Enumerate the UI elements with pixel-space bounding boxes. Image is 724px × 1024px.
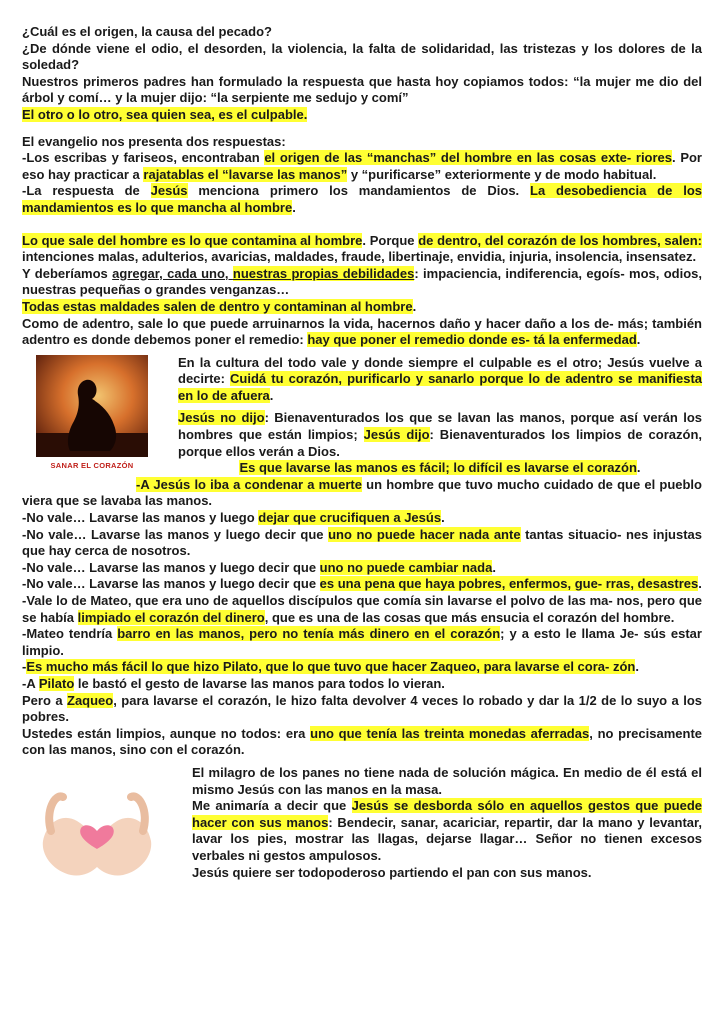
highlight: el origen de las “manchas” del hombre en las cosas exte- riores xyxy=(264,150,673,166)
figure-paragraph-2: Jesús no dijo: Bienaventurados los que se lavan las manos, porque así verán los hombres que están limpios; Jesús dijo: Bienaventurados los limpios de corazón, porque ellos verán a Dios. xyxy=(178,410,703,459)
hands-heart-figure xyxy=(22,765,172,881)
highlight: Es que lavarse las manos es fácil; lo difícil es lavarse el corazón xyxy=(239,460,637,476)
intro-question: ¿Cuál es el origen, la causa del pecado? xyxy=(22,24,272,39)
list-item-no-vale-4: -No vale… Lavarse las manos y luego decir que es una pena que haya pobres, enfermos, gue- rras, desastres. xyxy=(22,576,702,592)
highlight: barro en las manos, pero no tenía más dinero en el corazón xyxy=(117,626,501,642)
intro-question-2: ¿De dónde viene el odio, el desorden, la violencia, la falta de solidaridad, las tristezas y los dolores de la soledad? xyxy=(22,40,702,73)
highlight: de dentro, del corazón de los hombres, salen: xyxy=(418,232,702,248)
highlight: Jesús no dijo xyxy=(178,410,265,426)
highlight: nuestras propias debilidades xyxy=(232,265,415,281)
highlight: Cuidá tu corazón, purificarlo y sanarlo porque lo de adentro se manifiesta en lo de afuera xyxy=(178,371,703,403)
corazon-paragraph-1: Lo que sale del hombre es lo que contamina al hombre. Porque de dentro, del corazón de los hombres, salen: intenciones malas, adulterios, avaricias, maldades, fraude, libertinaje, envidia, injuria, insolencia, insensatez. xyxy=(22,232,702,265)
highlight: uno que tenía las treinta monedas aferradas xyxy=(310,725,590,741)
list-item-pilato: -A Pilato le bastó el gesto de lavarse las manos para todos lo vieran. xyxy=(22,675,445,691)
list-item-mateo-2: -Mateo tendría barro en las manos, pero no tenía más dinero en el corazón; y a esto le llama Je- sús estar limpio. xyxy=(22,626,702,658)
highlight: Lo que sale del hombre es lo que contamina al hombre xyxy=(22,232,363,248)
highlight: uno no puede cambiar nada xyxy=(319,559,493,575)
highlight: -A Jesús lo iba a condenar a muerte xyxy=(136,476,362,492)
sanar-corazon-figure xyxy=(22,355,162,471)
figure-caption: SANAR EL CORAZÓN xyxy=(50,460,134,470)
highlight: Jesús xyxy=(150,183,188,199)
highlight: dejar que crucifiquen a Jesús xyxy=(258,510,442,526)
list-item-pilato-zaqueo: -Es mucho más fácil lo que hizo Pilato, que lo que tuvo que hacer Zaqueo, para lavarse el cora- zón. xyxy=(22,659,639,675)
list-item-condenar: -A Jesús lo iba a condenar a muerte un hombre que tuvo mucho cuidado de que el pueblo viera que se lavaba las manos. xyxy=(22,476,702,509)
praying-silhouette-image xyxy=(36,355,148,457)
manos-paragraph: Me animaría a decir que Jesús se desborda sólo en aquellos gestos que puede hacer con sus manos: Bendecir, sanar, acariciar, repartir, dar la mano y levantar, lavar los pies, mostrar las llagas, dejarse llagar… Señor no tienen excesos verbales ni gestos ampulosos. xyxy=(192,798,702,863)
milagro-paragraph: El milagro de los panes no tiene nada de solución mágica. En medio de él está el mismo Jesús con las manos en la masa. xyxy=(192,764,702,797)
highlight: limpiado el corazón del dinero xyxy=(77,609,265,625)
figure-block-1 xyxy=(22,355,702,477)
intro-conclusion xyxy=(22,107,702,124)
highlight: El otro o lo otro, sea quien sea, es el culpable. xyxy=(22,106,308,122)
evangelio-answer-1: -Los escribas y fariseos, encontraban el origen de las “manchas” del hombre en las cosas exte- riores. Por eso hay practicar a rajatablas el “lavarse las manos” y “purificarse” exteriormente y de modo habitual. xyxy=(22,150,702,182)
figure-paragraph-1: En la cultura del todo vale y donde siempre el culpable es el otro; Jesús vuelve a decirte: Cuidá tu corazón, purificarlo y sanarlo porque lo de adentro se manifiesta en lo de afuera. xyxy=(178,354,703,403)
list-item-mateo-1: -Vale lo de Mateo, que era uno de aquellos discípulos que comía sin lavarse el polvo de las ma- nos, pero que se había limpiado el corazón del dinero, que es una de las cosas que más ensucia el corazón del hombre. xyxy=(22,593,702,625)
highlight: Jesús se desborda sólo en aquellos gestos que puede hacer con sus manos xyxy=(192,798,702,830)
highlight: Jesús dijo xyxy=(363,427,430,443)
highlight: La desobediencia de los mandamientos es lo que mancha al hombre xyxy=(22,183,702,215)
figure-block-2 xyxy=(22,765,702,881)
list-item-no-vale-2: -No vale… Lavarse las manos y luego decir que uno no puede hacer nada ante tantas situacio- nes injustas que hay cerca de nosotros. xyxy=(22,526,703,559)
figure-paragraph-3: Es que lavarse las manos es fácil; lo difícil es lavarse el corazón. xyxy=(239,460,641,476)
evangelio-answer-2: -La respuesta de Jesús menciona primero los mandamientos de Dios. La desobediencia de los mandamientos es lo que mancha al hombre. xyxy=(22,183,702,215)
highlight: hay que poner el remedio donde es- tá la enfermedad xyxy=(307,332,637,348)
highlight: Es mucho más fácil lo que hizo Pilato, que lo que tuvo que hacer Zaqueo, para lavarse el cora- zón xyxy=(26,659,636,675)
figure-text-2 xyxy=(192,765,702,881)
corazon-paragraph-3: Todas estas maldades salen de dentro y contaminan al hombre. xyxy=(22,298,417,314)
corazon-paragraph-4: Como de adentro, sale lo que puede arruinarnos la vida, hacernos daño y hacer daño a los de- más; también adentro es donde debemos poner el remedio: hay que poner el remedio donde es- tá la enfermedad. xyxy=(22,315,702,348)
figure-text xyxy=(178,355,702,477)
document-page xyxy=(22,24,702,881)
list-item-limpios: Ustedes están limpios, aunque no todos: era uno que tenía las treinta monedas aferradas, no precisamente con las manos, sino con el corazón. xyxy=(22,725,702,758)
highlight: Pilato xyxy=(38,675,75,691)
list-item-no-vale-3: -No vale… Lavarse las manos y luego decir que uno no puede cambiar nada. xyxy=(22,559,496,575)
hands-heart-image xyxy=(37,771,157,881)
todopoderoso-paragraph: Jesús quiere ser todopoderoso partiendo el pan con sus manos. xyxy=(192,864,592,880)
highlight: uno no puede hacer nada ante xyxy=(328,526,521,542)
highlight: Todas estas maldades salen de dentro y contaminan al hombre xyxy=(22,298,413,314)
highlight: Zaqueo xyxy=(67,692,114,708)
highlight: es una pena que haya pobres, enfermos, gue- rras, desastres xyxy=(319,576,699,592)
list-item-zaqueo: Pero a Zaqueo, para lavarse el corazón, le hizo falta devolver 4 veces lo robado y dar la 1/2 de lo suyo a los pobres. xyxy=(22,692,702,725)
evangelio-intro: El evangelio nos presenta dos respuestas: xyxy=(22,133,286,149)
corazon-paragraph-2: Y deberíamos agregar, cada uno, nuestras propias debilidades: impaciencia, indiferencia, egoís- mos, odios, nuestras pequeñas o grandes venganzas… xyxy=(22,265,703,298)
intro-paragraph: Nuestros primeros padres han formulado la respuesta que hasta hoy copiamos todos: “la mujer me dio del árbol y comí… y la mujer dijo: “la serpiente me sedujo y comí” xyxy=(22,73,702,106)
highlight: rajatablas el “lavarse las manos” xyxy=(143,166,348,182)
list-item-no-vale-1: -No vale… Lavarse las manos y luego dejar que crucifiquen a Jesús. xyxy=(22,510,445,526)
